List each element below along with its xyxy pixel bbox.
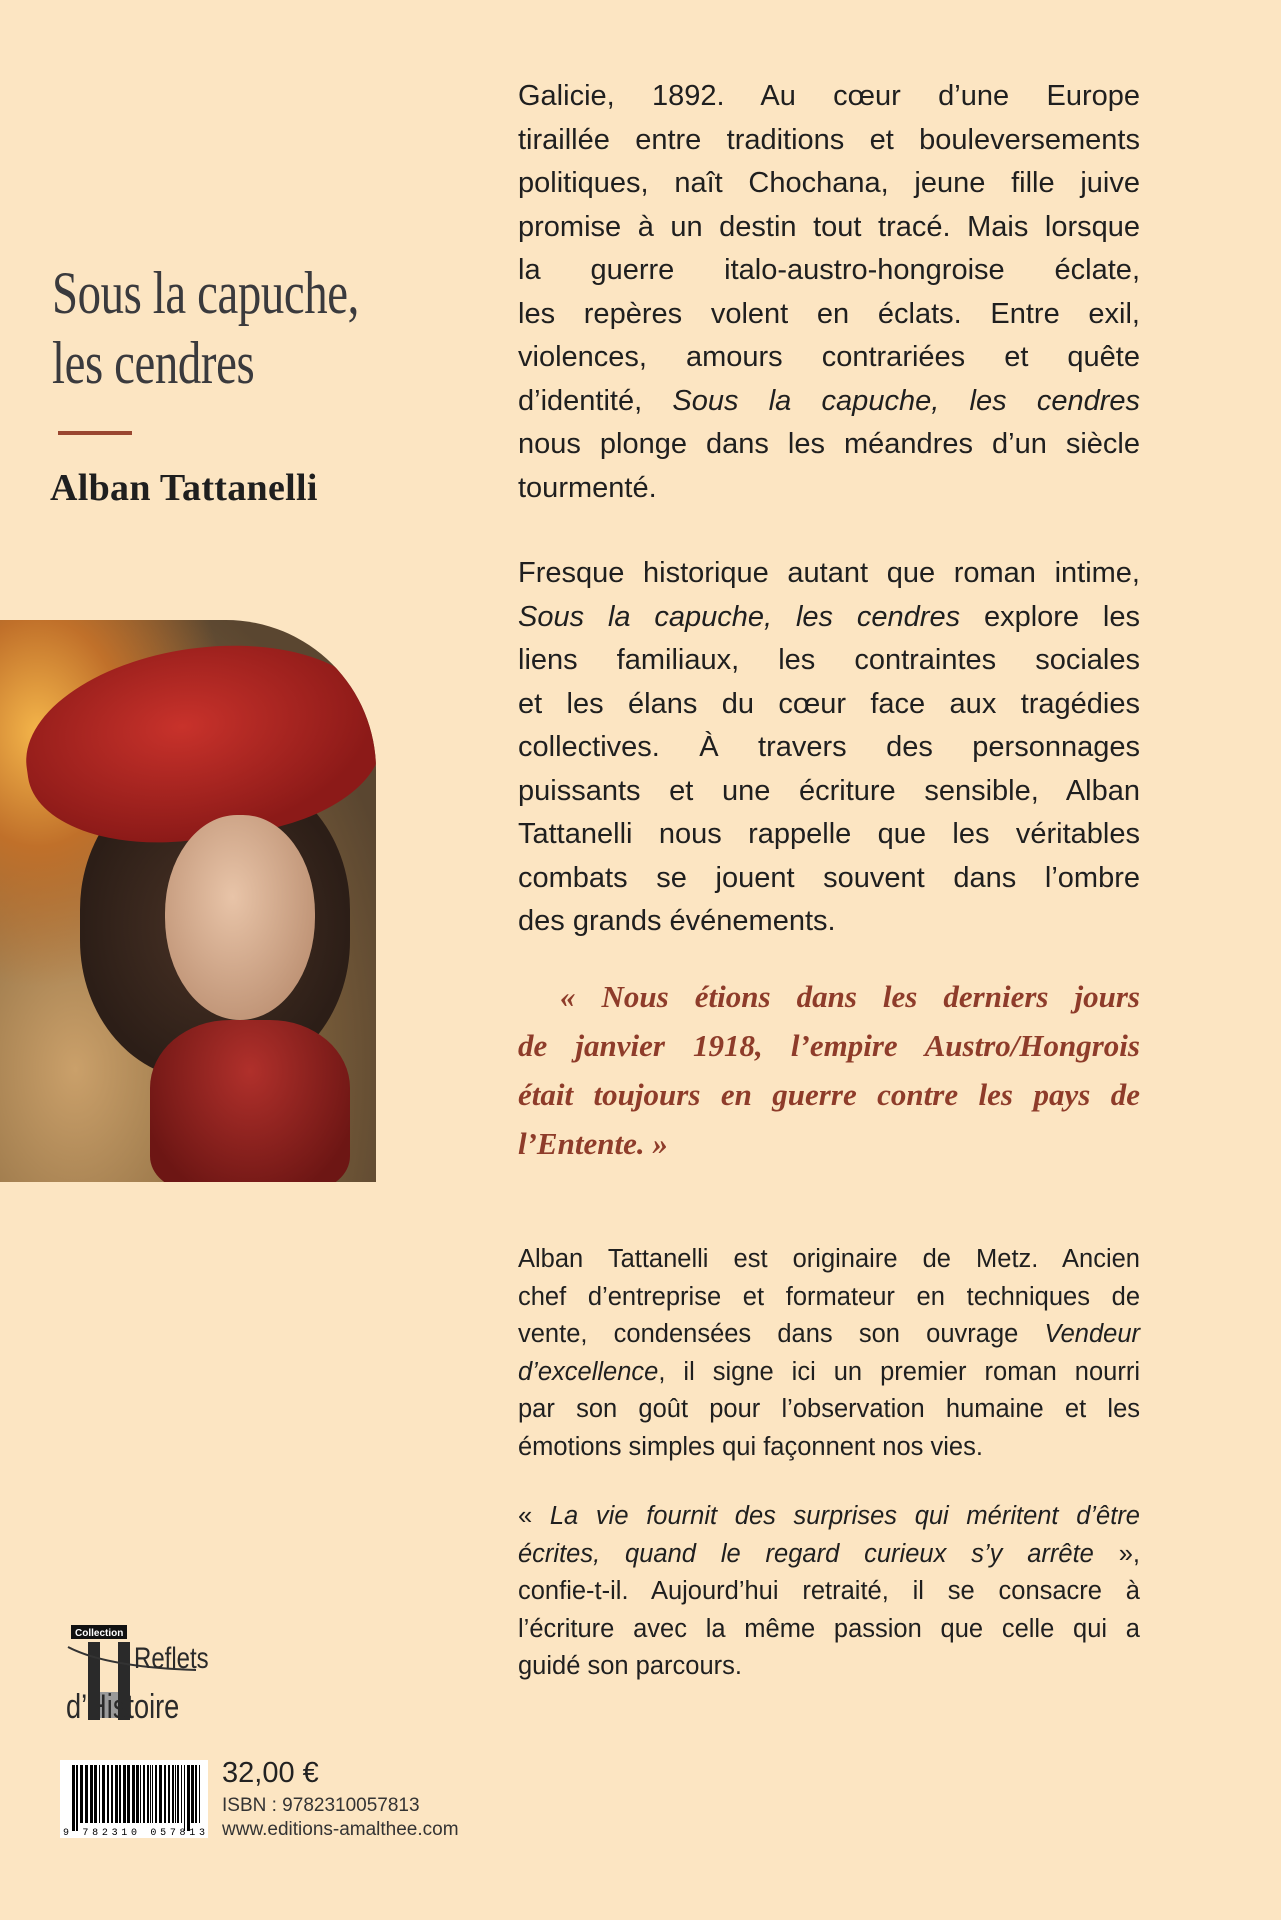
text-span: puissants et une écriture sensible, Alban: [518, 774, 1140, 807]
text-line: [518, 1611, 1140, 1649]
barcode-bar: [85, 1765, 88, 1823]
text-line: [518, 1070, 1140, 1119]
text-line: [518, 1119, 1140, 1168]
text-line: [518, 726, 1140, 770]
text-span: Galicie, 1892. Au cœur d’une Europe: [518, 80, 1140, 112]
text-span: des grands événements.: [518, 905, 836, 937]
collection-label: Collection: [75, 1628, 124, 1639]
text-span: liens familiaux, les contraintes sociales: [518, 644, 1140, 676]
text-line: [518, 336, 1140, 380]
barcode-bar: [107, 1765, 109, 1823]
text-span: chef d’entreprise et formateur en techniques de: [518, 1282, 1140, 1311]
text-span: Alban Tattanelli est originaire de Metz. Ancien: [518, 1245, 1140, 1273]
text-line: [518, 1573, 1140, 1611]
text-span: combats se jouent souvent dans l’ombre: [518, 861, 1140, 894]
barcode-bar: [184, 1765, 185, 1831]
text-line: [518, 467, 1140, 511]
isbn-number: ISBN : 9782310057813: [222, 1795, 420, 1816]
text-span: «: [518, 1502, 550, 1530]
text-line: [518, 162, 1140, 206]
text-span: de janvier 1918, l’empire Austro/Hongrois: [518, 1028, 1140, 1063]
author-bio-paragraph: [518, 1241, 1140, 1466]
text-span: guidé son parcours.: [518, 1652, 742, 1680]
publisher-website[interactable]: www.editions-amalthee.com: [222, 1819, 459, 1840]
collection-name-2: d’Histoire: [66, 1687, 180, 1722]
text-line: [518, 1391, 1140, 1429]
portrait-face: [165, 815, 315, 1020]
barcode-bar: [159, 1765, 162, 1823]
text-line: [518, 1429, 1140, 1467]
text-span: Fresque historique autant que roman intime,: [518, 557, 1140, 589]
text-line: [518, 380, 1140, 424]
author-quote-paragraph: [518, 1498, 1140, 1686]
text-line: [518, 972, 1140, 1021]
text-line: [518, 770, 1140, 814]
barcode-bar: [127, 1765, 130, 1823]
text-line: [518, 119, 1140, 163]
text-span: l’Entente. »: [518, 1126, 668, 1161]
text-line: [518, 900, 1140, 944]
text-line: [518, 1648, 1140, 1686]
barcode-bar: [140, 1765, 141, 1823]
text-line: [518, 75, 1140, 119]
text-line: [518, 249, 1140, 293]
text-line: [518, 639, 1140, 683]
barcode-bar: [147, 1765, 149, 1823]
collection-name-1: Reflets: [134, 1640, 209, 1675]
barcode-bar: [111, 1765, 113, 1823]
text-line: [518, 1354, 1140, 1392]
text-line: [518, 1279, 1140, 1317]
text-span: collectives. À travers des personnages: [518, 731, 1140, 763]
text-span: explore les: [960, 600, 1140, 633]
barcode-bar: [199, 1765, 200, 1823]
title-divider: [58, 431, 132, 435]
text-span: politiques, naît Chochana, jeune fille juive: [518, 167, 1140, 199]
book-title: [52, 258, 359, 398]
barcode-bar: [94, 1765, 97, 1823]
barcode-bar: [115, 1765, 118, 1823]
text-span: nous plonge dans les méandres d’un siècle: [518, 428, 1140, 460]
barcode-bar: [152, 1765, 153, 1823]
text-line: [518, 857, 1140, 901]
cover-portrait-image: [0, 620, 376, 1182]
text-line: [518, 683, 1140, 727]
text-line: [518, 552, 1140, 596]
barcode-bar: [80, 1765, 83, 1823]
barcode-bar: [76, 1765, 78, 1831]
text-line: [518, 1536, 1140, 1574]
text-line: [518, 1316, 1140, 1354]
barcode-bar: [181, 1765, 182, 1823]
barcode-bar: [164, 1765, 166, 1823]
barcode-bar: [143, 1765, 145, 1823]
text-line: [518, 1241, 1140, 1279]
text-span: les repères volent en éclats. Entre exil,: [518, 297, 1140, 330]
text-span: , il signe ici un premier roman nourri: [658, 1357, 1140, 1386]
isbn-barcode: [60, 1760, 208, 1838]
barcode-bar: [102, 1765, 105, 1823]
text-span: Tattanelli nous rappelle que les véritables: [518, 818, 1140, 850]
blurb-paragraph-2: [518, 552, 1140, 944]
author-name: Alban Tattanelli: [50, 467, 318, 509]
italic-text: écrites, quand le regard curieux s’y arrête: [518, 1539, 1094, 1568]
text-span: violences, amours contrariées et quête: [518, 341, 1140, 373]
barcode-bar: [195, 1765, 197, 1823]
text-line: [518, 293, 1140, 337]
text-span: « Nous étions dans les derniers jours: [560, 979, 1140, 1014]
barcode-bar: [150, 1765, 151, 1823]
barcode-bar: [177, 1765, 179, 1823]
text-line: [518, 1021, 1140, 1070]
italic-text: Sous la capuche, les cendres: [672, 384, 1140, 417]
italic-text: La vie fournit des surprises qui méritent d’être: [549, 1502, 1140, 1530]
text-span: était toujours en guerre contre les pays de: [518, 1077, 1140, 1112]
title-line-1: Sous la capuche,: [52, 260, 359, 326]
barcode-bar: [90, 1765, 93, 1823]
italic-text: d’excellence: [518, 1357, 659, 1386]
barcode-digits: 9 782310 057813: [63, 1828, 205, 1838]
barcode-bar: [132, 1765, 135, 1823]
text-span: tiraillée entre traditions et bouleversements: [518, 123, 1140, 156]
barcode-bar: [175, 1765, 176, 1823]
text-line: [518, 596, 1140, 640]
barcode-bar: [191, 1765, 194, 1823]
barcode-bar: [99, 1765, 100, 1823]
barcode-bar: [155, 1765, 157, 1823]
price: 32,00 €: [222, 1757, 319, 1789]
text-span: »,: [1093, 1539, 1140, 1568]
text-span: la guerre italo-austro-hongroise éclate,: [518, 254, 1140, 286]
text-line: [518, 813, 1140, 857]
barcode-bar: [72, 1765, 75, 1831]
text-line: [518, 206, 1140, 250]
text-span: l’écriture avec la même passion que celle qui a: [518, 1614, 1140, 1643]
italic-text: Sous la capuche, les cendres: [518, 600, 961, 633]
text-span: promise à un destin tout tracé. Mais lorsque: [518, 210, 1140, 243]
text-span: confie-t-il. Aujourd’hui retraité, il se consacre à: [518, 1577, 1140, 1605]
excerpt-quote: [518, 972, 1140, 1168]
text-line: [518, 1498, 1140, 1536]
barcode-bar: [187, 1765, 190, 1831]
barcode-bar: [168, 1765, 170, 1823]
text-span: émotions simples qui façonnent nos vies.: [518, 1432, 983, 1461]
text-span: par son goût pour l’observation humaine et les: [518, 1395, 1140, 1423]
italic-text: Vendeur: [1044, 1320, 1140, 1348]
barcode-bar: [136, 1765, 139, 1823]
text-span: tourmenté.: [518, 471, 657, 504]
text-span: d’identité,: [518, 384, 673, 417]
text-span: et les élans du cœur face aux tragédies: [518, 687, 1140, 720]
collection-logo: [66, 1622, 211, 1722]
text-line: [518, 423, 1140, 467]
portrait-red-scarf: [150, 1020, 350, 1182]
text-span: vente, condensées dans son ouvrage: [518, 1320, 1045, 1348]
barcode-bar: [123, 1765, 126, 1823]
blurb-paragraph-1: [518, 75, 1140, 510]
barcode-bar: [172, 1765, 174, 1823]
title-line-2: les cendres: [52, 330, 255, 396]
barcode-bar: [119, 1765, 121, 1823]
